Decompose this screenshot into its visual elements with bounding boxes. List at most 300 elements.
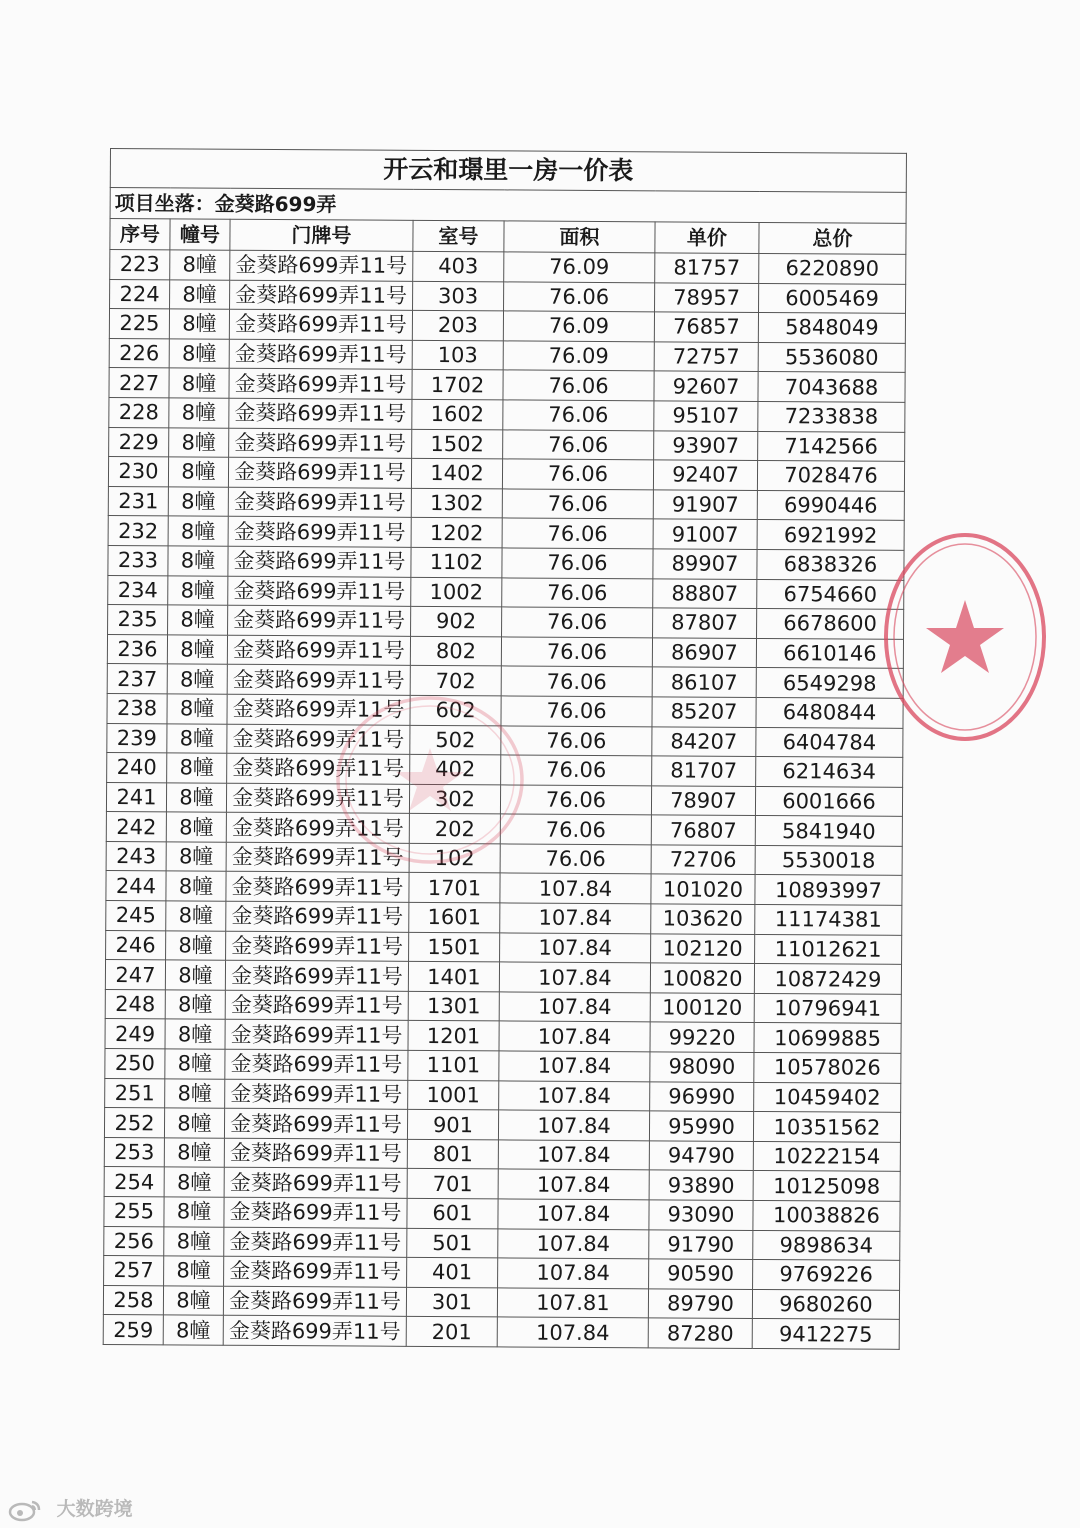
cell-address: 金葵路699弄11号 — [223, 1286, 406, 1317]
watermark-footer — [8, 1494, 133, 1522]
cell-total-price: 10038826 — [753, 1200, 900, 1230]
cell-total-price: 6678600 — [757, 609, 904, 639]
cell-unit-price: 92607 — [654, 371, 758, 401]
cell-area: 76.06 — [502, 548, 653, 579]
cell-area: 76.06 — [503, 429, 654, 460]
cell-area: 107.84 — [498, 1169, 649, 1200]
cell-address: 金葵路699弄11号 — [229, 309, 412, 340]
table-row — [105, 1049, 901, 1083]
cell-total-price: 10351562 — [753, 1112, 900, 1142]
cell-total-price: 7028476 — [757, 461, 904, 491]
cell-room: 103 — [412, 340, 503, 370]
col-header-room: 室号 — [413, 220, 504, 252]
cell-unit-price: 99220 — [650, 1022, 754, 1052]
cell-seq: 247 — [105, 960, 165, 990]
cell-building: 8幢 — [166, 812, 226, 842]
cell-room: 201 — [406, 1317, 497, 1347]
cell-address: 金葵路699弄11号 — [224, 1256, 407, 1287]
table-row — [108, 575, 904, 609]
location-row — [110, 188, 906, 224]
cell-seq: 250 — [105, 1049, 165, 1079]
cell-seq: 249 — [105, 1019, 165, 1049]
cell-building: 8幢 — [164, 1138, 224, 1168]
col-header-address: 门牌号 — [230, 219, 413, 251]
cell-address: 金葵路699弄11号 — [229, 369, 412, 400]
cell-unit-price: 87280 — [648, 1318, 752, 1348]
cell-seq: 226 — [109, 338, 169, 368]
watermark-text: 大数跨境 — [56, 1498, 133, 1520]
table-row — [109, 397, 905, 431]
cell-unit-price: 78907 — [651, 786, 755, 816]
table-title: 开云和璟里一房一价表 — [110, 149, 906, 193]
cell-building: 8幢 — [164, 1167, 224, 1197]
col-header-area: 面积 — [504, 221, 655, 253]
cell-area: 76.09 — [503, 341, 654, 372]
cell-address: 金葵路699弄11号 — [225, 990, 408, 1021]
cell-seq: 245 — [106, 901, 166, 931]
cell-address: 金葵路699弄11号 — [225, 960, 408, 991]
cell-unit-price: 95990 — [649, 1111, 753, 1141]
cell-room: 1502 — [412, 429, 503, 459]
table-row — [109, 338, 905, 372]
cell-unit-price: 94790 — [649, 1141, 753, 1171]
cell-total-price: 10893997 — [755, 875, 902, 905]
table-row — [106, 812, 902, 846]
table-row — [104, 1226, 900, 1260]
cell-seq: 240 — [107, 753, 167, 783]
table-row — [107, 723, 903, 757]
cell-area: 107.84 — [499, 1081, 650, 1112]
cell-building: 8幢 — [163, 1315, 223, 1345]
cell-building: 8幢 — [167, 664, 227, 694]
cell-total-price: 5536080 — [758, 342, 905, 372]
cell-total-price: 10578026 — [754, 1052, 901, 1082]
cell-building: 8幢 — [165, 960, 225, 990]
cell-area: 107.84 — [497, 1317, 648, 1348]
cell-unit-price: 96990 — [650, 1081, 754, 1111]
title-row — [110, 149, 906, 193]
cell-seq: 233 — [108, 545, 168, 575]
cell-room: 302 — [409, 784, 500, 814]
cell-room: 801 — [407, 1139, 498, 1169]
table-row — [108, 486, 904, 520]
cell-total-price: 9898634 — [753, 1230, 900, 1260]
cell-seq: 241 — [106, 782, 166, 812]
cell-building: 8幢 — [166, 842, 226, 872]
table-row — [104, 1256, 900, 1290]
cell-building: 8幢 — [169, 427, 229, 457]
price-table — [103, 148, 907, 1350]
cell-address: 金葵路699弄11号 — [229, 339, 412, 370]
table-row — [105, 989, 901, 1023]
cell-seq: 238 — [107, 693, 167, 723]
cell-seq: 258 — [103, 1285, 163, 1315]
cell-building: 8幢 — [166, 783, 226, 813]
cell-room: 1701 — [409, 873, 500, 903]
cell-total-price: 11012621 — [755, 934, 902, 964]
cell-total-price: 9769226 — [753, 1260, 900, 1290]
cell-address: 金葵路699弄11号 — [223, 1316, 406, 1347]
cell-area: 76.06 — [500, 844, 651, 875]
cell-seq: 235 — [108, 605, 168, 635]
cell-room: 303 — [413, 281, 504, 311]
cell-unit-price: 91907 — [653, 490, 757, 520]
cell-area: 107.84 — [500, 903, 651, 934]
cell-address: 金葵路699弄11号 — [227, 665, 410, 696]
table-row — [107, 753, 903, 787]
cell-unit-price: 98090 — [650, 1052, 754, 1082]
table-row — [105, 960, 901, 994]
project-location: 项目坐落：金葵路699弄 — [110, 188, 906, 224]
cell-area: 76.06 — [503, 370, 654, 401]
cell-area: 76.09 — [504, 252, 655, 283]
cell-room: 1102 — [411, 547, 502, 577]
table-row — [106, 901, 902, 935]
cell-unit-price: 103620 — [651, 904, 755, 934]
cell-seq: 239 — [107, 723, 167, 753]
cell-building: 8幢 — [169, 309, 229, 339]
cell-seq: 256 — [104, 1226, 164, 1256]
cell-seq: 251 — [105, 1078, 165, 1108]
cell-address: 金葵路699弄11号 — [224, 1138, 407, 1169]
cell-room: 701 — [407, 1169, 498, 1199]
table-row — [107, 664, 903, 698]
cell-area: 76.06 — [501, 696, 652, 727]
cell-total-price: 6480844 — [756, 697, 903, 727]
cell-building: 8幢 — [168, 516, 228, 546]
table-row — [107, 634, 903, 668]
table-row — [104, 1108, 900, 1142]
cell-total-price: 10699885 — [754, 1023, 901, 1053]
cell-building: 8幢 — [164, 1197, 224, 1227]
cell-unit-price: 93890 — [649, 1170, 753, 1200]
cell-area: 76.06 — [501, 637, 652, 668]
cell-address: 金葵路699弄11号 — [225, 1079, 408, 1110]
cell-room: 403 — [413, 251, 504, 281]
cell-area: 107.81 — [497, 1288, 648, 1319]
price-table-sheet — [103, 148, 906, 1350]
cell-area: 76.06 — [502, 459, 653, 490]
cell-room: 901 — [407, 1110, 498, 1140]
cell-building: 8幢 — [168, 457, 228, 487]
cell-seq: 229 — [109, 427, 169, 457]
cell-address: 金葵路699弄11号 — [229, 398, 412, 429]
table-row — [109, 309, 905, 343]
cell-area: 76.06 — [503, 400, 654, 431]
cell-total-price: 10125098 — [753, 1171, 900, 1201]
cell-building: 8幢 — [167, 753, 227, 783]
cell-seq: 236 — [107, 634, 167, 664]
cell-area: 107.84 — [498, 1228, 649, 1259]
cell-room: 1602 — [412, 399, 503, 429]
cell-building: 8幢 — [166, 931, 226, 961]
cell-room: 1401 — [408, 962, 499, 992]
cell-address: 金葵路699弄11号 — [227, 753, 410, 784]
cell-room: 502 — [410, 725, 501, 755]
table-row — [108, 457, 904, 491]
table-row — [104, 1167, 900, 1201]
table-row — [106, 841, 902, 875]
cell-area: 76.06 — [502, 489, 653, 520]
table-row — [103, 1285, 899, 1319]
cell-building: 8幢 — [164, 1108, 224, 1138]
cell-address: 金葵路699弄11号 — [225, 1020, 408, 1051]
cell-address: 金葵路699弄11号 — [228, 576, 411, 607]
cell-unit-price: 81707 — [652, 756, 756, 786]
cell-room: 1601 — [409, 902, 500, 932]
table-row — [104, 1196, 900, 1230]
cell-room: 203 — [412, 311, 503, 341]
table-row — [108, 605, 904, 639]
cell-unit-price: 90590 — [649, 1259, 753, 1289]
cell-unit-price: 100120 — [650, 993, 754, 1023]
cell-total-price: 10459402 — [754, 1082, 901, 1112]
cell-room: 1101 — [408, 1050, 499, 1080]
cell-address: 金葵路699弄11号 — [226, 842, 409, 873]
cell-total-price: 6610146 — [756, 638, 903, 668]
cell-seq: 259 — [103, 1315, 163, 1345]
cell-seq: 231 — [108, 486, 168, 516]
cell-total-price: 6005469 — [759, 283, 906, 313]
cell-seq: 223 — [110, 250, 170, 280]
table-row — [106, 930, 902, 964]
cell-unit-price: 85207 — [652, 697, 756, 727]
cell-room: 1402 — [411, 459, 502, 489]
cell-unit-price: 76807 — [651, 815, 755, 845]
table-row — [110, 250, 906, 284]
table-row — [109, 427, 905, 461]
weibo-logo-icon — [8, 1498, 44, 1522]
cell-building: 8幢 — [167, 694, 227, 724]
cell-seq: 243 — [106, 841, 166, 871]
cell-unit-price: 91007 — [653, 519, 757, 549]
cell-unit-price: 87807 — [653, 608, 757, 638]
cell-building: 8幢 — [168, 546, 228, 576]
cell-total-price: 7142566 — [758, 431, 905, 461]
cell-seq: 228 — [109, 397, 169, 427]
table-row — [106, 782, 902, 816]
cell-area: 76.06 — [502, 577, 653, 608]
cell-total-price: 7233838 — [758, 401, 905, 431]
cell-seq: 246 — [106, 930, 166, 960]
cell-total-price: 6990446 — [757, 490, 904, 520]
cell-unit-price: 91790 — [649, 1229, 753, 1259]
cell-address: 金葵路699弄11号 — [226, 783, 409, 814]
cell-unit-price: 84207 — [652, 726, 756, 756]
cell-seq: 244 — [106, 871, 166, 901]
cell-building: 8幢 — [163, 1286, 223, 1316]
cell-building: 8幢 — [169, 398, 229, 428]
table-row — [107, 693, 903, 727]
cell-room: 1301 — [408, 991, 499, 1021]
cell-building: 8幢 — [164, 1256, 224, 1286]
col-header-seq: 序号 — [110, 219, 170, 250]
cell-area: 76.06 — [504, 282, 655, 313]
table-row — [104, 1137, 900, 1171]
cell-unit-price: 93907 — [654, 430, 758, 460]
col-header-building: 幢号 — [170, 219, 230, 250]
cell-address: 金葵路699弄11号 — [230, 250, 413, 281]
cell-room: 402 — [410, 754, 501, 784]
cell-room: 1202 — [411, 518, 502, 548]
cell-unit-price: 86107 — [652, 667, 756, 697]
cell-seq: 230 — [108, 457, 168, 487]
cell-total-price: 7043688 — [758, 372, 905, 402]
table-row — [106, 871, 902, 905]
cell-address: 金葵路699弄11号 — [226, 813, 409, 844]
cell-total-price: 6214634 — [756, 757, 903, 787]
cell-building: 8幢 — [164, 1226, 224, 1256]
cell-room: 1501 — [409, 932, 500, 962]
cell-address: 金葵路699弄11号 — [226, 931, 409, 962]
cell-total-price: 6921992 — [757, 520, 904, 550]
cell-total-price: 9680260 — [752, 1289, 899, 1319]
cell-unit-price: 95107 — [654, 401, 758, 431]
cell-room: 301 — [406, 1287, 497, 1317]
cell-area: 107.84 — [500, 933, 651, 964]
cell-address: 金葵路699弄11号 — [228, 487, 411, 518]
cell-address: 金葵路699弄11号 — [227, 694, 410, 725]
cell-area: 76.06 — [500, 785, 651, 816]
cell-seq: 257 — [104, 1256, 164, 1286]
cell-unit-price: 72757 — [654, 342, 758, 372]
cell-building: 8幢 — [165, 1019, 225, 1049]
cell-room: 102 — [409, 843, 500, 873]
cell-seq: 255 — [104, 1196, 164, 1226]
cell-area: 76.06 — [501, 755, 652, 786]
cell-unit-price: 93090 — [649, 1200, 753, 1230]
cell-building: 8幢 — [168, 575, 228, 605]
cell-total-price: 6404784 — [756, 727, 903, 757]
cell-building: 8幢 — [165, 1078, 225, 1108]
cell-room: 802 — [410, 636, 501, 666]
cell-unit-price: 81757 — [655, 253, 759, 283]
cell-address: 金葵路699弄11号 — [224, 1197, 407, 1228]
table-row — [105, 1019, 901, 1053]
cell-room: 601 — [407, 1198, 498, 1228]
cell-total-price: 5841940 — [755, 816, 902, 846]
cell-unit-price: 86907 — [652, 638, 756, 668]
table-row — [109, 368, 905, 402]
cell-address: 金葵路699弄11号 — [230, 280, 413, 311]
cell-total-price: 10872429 — [754, 964, 901, 994]
cell-address: 金葵路699弄11号 — [224, 1227, 407, 1258]
table-row — [103, 1315, 899, 1349]
cell-address: 金葵路699弄11号 — [229, 428, 412, 459]
cell-unit-price: 88807 — [653, 578, 757, 608]
cell-unit-price: 92407 — [653, 460, 757, 490]
cell-total-price: 11174381 — [755, 905, 902, 935]
cell-total-price: 6220890 — [759, 253, 906, 283]
cell-building: 8幢 — [165, 990, 225, 1020]
cell-seq: 232 — [108, 516, 168, 546]
cell-room: 202 — [409, 814, 500, 844]
cell-address: 金葵路699弄11号 — [227, 635, 410, 666]
cell-building: 8幢 — [168, 605, 228, 635]
cell-address: 金葵路699弄11号 — [228, 457, 411, 488]
cell-area: 76.06 — [501, 666, 652, 697]
cell-total-price: 9412275 — [752, 1319, 899, 1349]
table-row — [108, 516, 904, 550]
cell-area: 107.84 — [498, 1258, 649, 1289]
table-row — [108, 545, 904, 579]
cell-seq: 224 — [110, 279, 170, 309]
cell-total-price: 6549298 — [756, 668, 903, 698]
cell-room: 501 — [407, 1228, 498, 1258]
header-row — [110, 219, 906, 255]
cell-address: 金葵路699弄11号 — [227, 724, 410, 755]
cell-seq: 252 — [104, 1108, 164, 1138]
cell-area: 107.84 — [499, 962, 650, 993]
cell-area: 107.84 — [498, 1140, 649, 1171]
cell-unit-price: 102120 — [651, 933, 755, 963]
cell-unit-price: 78957 — [655, 282, 759, 312]
cell-room: 1001 — [408, 1080, 499, 1110]
cell-total-price: 6001666 — [755, 786, 902, 816]
cell-seq: 253 — [104, 1137, 164, 1167]
cell-seq: 237 — [107, 664, 167, 694]
cell-room: 702 — [410, 666, 501, 696]
cell-unit-price: 89907 — [653, 549, 757, 579]
cell-unit-price: 89790 — [648, 1289, 752, 1319]
cell-area: 76.06 — [502, 607, 653, 638]
cell-address: 金葵路699弄11号 — [224, 1108, 407, 1139]
cell-unit-price: 100820 — [650, 963, 754, 993]
cell-seq: 234 — [108, 575, 168, 605]
cell-room: 602 — [410, 695, 501, 725]
cell-area: 76.06 — [501, 725, 652, 756]
cell-address: 金葵路699弄11号 — [226, 901, 409, 932]
cell-area: 107.84 — [498, 1110, 649, 1141]
cell-building: 8幢 — [167, 723, 227, 753]
cell-room: 1002 — [411, 577, 502, 607]
cell-building: 8幢 — [170, 250, 230, 280]
cell-building: 8幢 — [166, 871, 226, 901]
cell-total-price: 10222154 — [753, 1141, 900, 1171]
col-header-total-price: 总价 — [759, 222, 906, 254]
cell-total-price: 5530018 — [755, 845, 902, 875]
cell-area: 107.84 — [499, 992, 650, 1023]
cell-address: 金葵路699弄11号 — [224, 1168, 407, 1199]
cell-building: 8幢 — [170, 279, 230, 309]
cell-room: 1201 — [408, 1021, 499, 1051]
cell-area: 76.06 — [500, 814, 651, 845]
cell-address: 金葵路699弄11号 — [228, 546, 411, 577]
table-row — [110, 279, 906, 313]
cell-address: 金葵路699弄11号 — [228, 517, 411, 548]
cell-address: 金葵路699弄11号 — [226, 872, 409, 903]
cell-area: 107.84 — [500, 873, 651, 904]
cell-area: 76.06 — [502, 518, 653, 549]
cell-area: 107.84 — [498, 1199, 649, 1230]
cell-seq: 248 — [105, 989, 165, 1019]
cell-area: 76.09 — [503, 311, 654, 342]
cell-seq: 225 — [109, 309, 169, 339]
cell-unit-price: 101020 — [651, 874, 755, 904]
cell-room: 1302 — [411, 488, 502, 518]
col-header-unit-price: 单价 — [655, 222, 759, 254]
cell-seq: 254 — [104, 1167, 164, 1197]
cell-building: 8幢 — [167, 635, 227, 665]
cell-area: 107.84 — [499, 1021, 650, 1052]
cell-room: 902 — [411, 606, 502, 636]
cell-building: 8幢 — [169, 368, 229, 398]
cell-building: 8幢 — [168, 487, 228, 517]
cell-room: 1702 — [412, 370, 503, 400]
cell-address: 金葵路699弄11号 — [228, 605, 411, 636]
cell-seq: 242 — [106, 812, 166, 842]
cell-total-price: 10796941 — [754, 993, 901, 1023]
